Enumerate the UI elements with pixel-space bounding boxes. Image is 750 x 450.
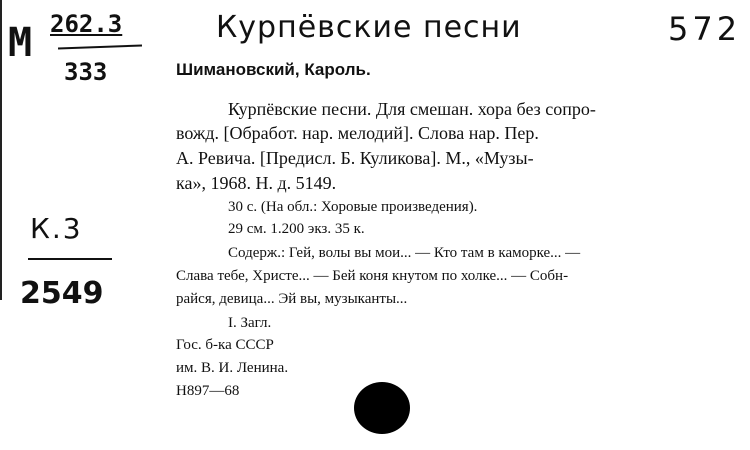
description-line-3: А. Ревича. [Предисл. Б. Куликова]. М., «Музы- (176, 148, 534, 168)
handwritten-card-number: 572 (668, 10, 742, 48)
contents-line-1: Содерж.: Гей, волы вы мои... — Кто там в каморке... — (228, 245, 581, 261)
heading-entry: I. Загл. (228, 315, 272, 331)
library-line-2: им. В. И. Ленина. (176, 360, 289, 376)
handwritten-shelf-number-bottom: 333 (64, 58, 108, 86)
library-line-3: Н897—68 (176, 383, 240, 399)
size-price: 29 см. 1.200 экз. 35 к. (228, 221, 365, 237)
handwritten-code-2549: 2549 (20, 276, 104, 311)
handwritten-shelf-number-top: 262.3 (50, 10, 123, 38)
contents-line-2: Слава тебе, Христе... — Бей коня кнутом по холке... — Собн- (176, 268, 569, 284)
description-line-4: ка», 1968. Н. д. 5149. (176, 173, 337, 193)
library-line-1: Гос. б-ка СССР (176, 337, 274, 353)
handwritten-code-underline (28, 258, 112, 260)
handwritten-fraction-line (58, 45, 142, 50)
author-heading: Шимановский, Кароль. (176, 60, 371, 79)
description-line-2: вожд. [Обработ. нар. мелодий]. Слова нар. Пер. (176, 123, 539, 143)
handwritten-code-k3: К.3 (30, 212, 83, 245)
handwritten-letter-m: M (8, 20, 31, 66)
pages-note: 30 с. (На обл.: Хоровые произведения). (228, 199, 478, 215)
handwritten-title: Курпёвские песни (216, 10, 522, 45)
punch-hole (354, 382, 410, 434)
description-line-1: Курпёвские песни. Для смешан. хора без сопро- (228, 99, 596, 119)
card-left-edge (0, 0, 2, 300)
contents-line-3: райся, девица... Эй вы, музыканты... (176, 291, 408, 307)
